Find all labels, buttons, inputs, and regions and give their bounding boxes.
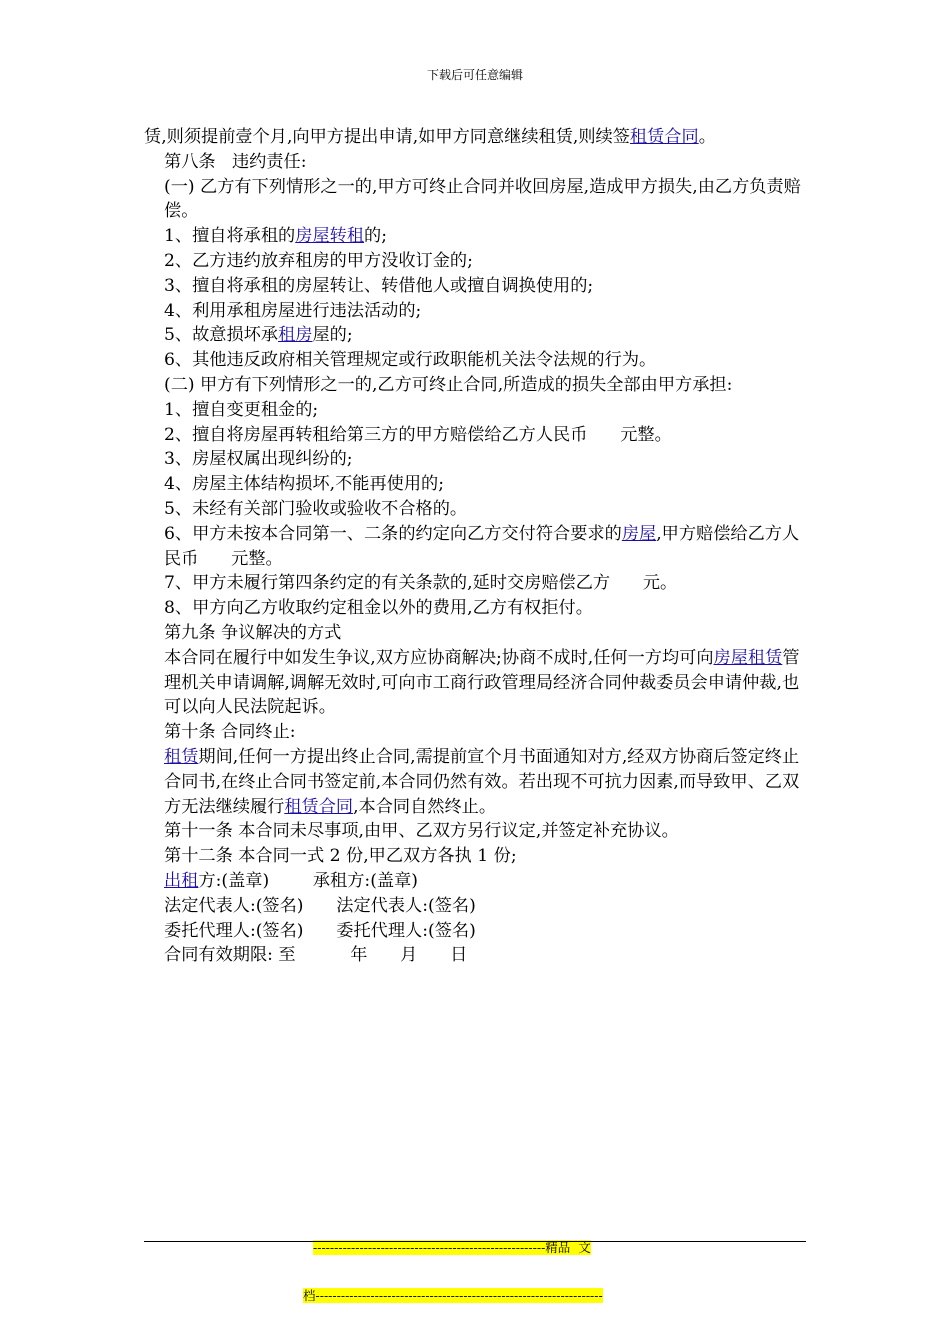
text-run: 2、擅自将房屋再转租给第三方的甲方赔偿给乙方人民币 元整。	[164, 424, 672, 445]
paragraph	[144, 497, 806, 522]
hyperlink[interactable]: 租房	[278, 325, 313, 346]
paragraph	[144, 125, 806, 150]
page-header: 下载后可任意编辑	[426, 68, 523, 82]
text-run: 。	[698, 127, 716, 147]
text-run: 6、其他违反政府相关管理规定或行政职能机关法令法规的行为。	[164, 350, 657, 371]
text-run: 2、乙方违约放弃租房的甲方没收订金的;	[164, 250, 473, 271]
hyperlink[interactable]: 房屋	[621, 523, 657, 544]
text-run: 第十一条 本合同未尽事项,由甲、乙双方另行议定,并签定补充协议。	[164, 821, 679, 842]
text-run: 赁,则须提前壹个月,向甲方提出申请,如甲方同意继续租赁,则续签	[144, 127, 630, 147]
text-run: 本合同在履行中如发生争议,双方应协商解决;协商不成时,任何一方均可向	[164, 647, 714, 668]
text-run: (二) 甲方有下列情形之一的,乙方可终止合同,所造成的损失全部由甲方承担:	[164, 374, 733, 395]
paragraph	[144, 472, 806, 497]
paragraph	[144, 621, 806, 646]
paragraph	[144, 646, 806, 720]
paragraph	[144, 894, 806, 919]
footer-line-1: -------------------------------------------------------精品 文	[313, 1240, 591, 1255]
text-run: 第十二条 本合同一式 2 份,甲乙双方各执 1 份;	[164, 846, 517, 867]
hyperlink[interactable]: 租赁合同	[284, 796, 354, 817]
document-body	[144, 125, 806, 968]
hyperlink[interactable]: 租赁合同	[629, 127, 699, 147]
text-run: 7、甲方未履行第四条约定的有关条款的,延时交房赔偿乙方 元。	[164, 573, 678, 594]
text-run: 管理机关申请调解,调解无效时,可向市工商行政管理局经济合同仲裁委员会申请仲裁,也可以向人民法院起诉。	[164, 647, 800, 718]
text-run: ,甲方赔偿给乙方人民币 元整。	[164, 523, 800, 569]
paragraph	[144, 373, 806, 398]
text-run: 6、甲方未按本合同第一、二条的约定向乙方交付符合要求的	[164, 523, 622, 544]
footer-rule	[144, 1241, 806, 1242]
paragraph	[144, 571, 806, 596]
text-run: 5、未经有关部门验收或验收不合格的。	[164, 498, 468, 519]
footer-line-2: 档--------------------------------------------------------------------	[303, 1288, 603, 1303]
paragraph	[144, 175, 806, 225]
text-run: 的;	[364, 226, 387, 247]
paragraph	[144, 869, 806, 894]
text-run: 4、房屋主体结构损坏,不能再使用的;	[164, 474, 445, 495]
paragraph	[144, 150, 806, 175]
text-run: 委托代理人:(签名) 委托代理人:(签名)	[164, 920, 476, 941]
text-run: 方:(盖章) 承租方:(盖章)	[198, 870, 419, 891]
text-run: 第八条 违约责任:	[164, 151, 307, 172]
paragraph	[144, 447, 806, 472]
text-run: 3、房屋权属出现纠纷的;	[164, 449, 353, 470]
hyperlink[interactable]: 房屋转租	[295, 226, 365, 247]
paragraph	[144, 423, 806, 448]
paragraph	[144, 745, 806, 819]
paragraph	[144, 274, 806, 299]
text-run: 第九条 争议解决的方式	[164, 622, 342, 643]
paragraph	[144, 919, 806, 944]
text-run: 3、擅自将承租的房屋转让、转借他人或擅自调换使用的;	[164, 275, 594, 296]
footer-watermark	[303, 1208, 649, 1320]
text-run: 1、擅自变更租金的;	[164, 399, 319, 420]
paragraph	[144, 720, 806, 745]
text-run: 第十条 合同终止:	[164, 722, 296, 743]
paragraph	[144, 299, 806, 324]
paragraph	[144, 819, 806, 844]
paragraph	[144, 348, 806, 373]
text-run: ,本合同自然终止。	[353, 796, 497, 817]
paragraph	[144, 323, 806, 348]
paragraph	[144, 522, 806, 572]
hyperlink[interactable]: 租赁	[164, 746, 199, 767]
paragraph	[144, 249, 806, 274]
text-run: 5、故意损坏承	[164, 325, 279, 346]
paragraph	[144, 844, 806, 869]
text-run: 4、利用承租房屋进行违法活动的;	[164, 300, 422, 321]
text-run: 合同有效期限: 至 年 月 日	[164, 945, 468, 966]
text-run: (一) 乙方有下列情形之一的,甲方可终止合同并收回房屋,造成甲方损失,由乙方负责赔偿。	[164, 176, 801, 222]
text-run: 法定代表人:(签名) 法定代表人:(签名)	[164, 895, 476, 916]
text-run: 屋的;	[312, 325, 353, 346]
paragraph	[144, 224, 806, 249]
paragraph	[144, 398, 806, 423]
text-run: 8、甲方向乙方收取约定租金以外的费用,乙方有权拒付。	[164, 598, 593, 619]
paragraph	[144, 596, 806, 621]
text-run: 1、擅自将承租的	[164, 226, 296, 247]
hyperlink[interactable]: 出租	[164, 870, 199, 891]
text-run: 期间,任何一方提出终止合同,需提前宣个月书面通知对方,经双方协商后签定终止合同书,在终止合同书签定前,本合同仍然有效。若出现不可抗力因素,而导致甲、乙双方无法继续履行	[164, 746, 800, 817]
hyperlink[interactable]: 房屋租赁	[713, 647, 783, 668]
paragraph	[144, 943, 806, 968]
